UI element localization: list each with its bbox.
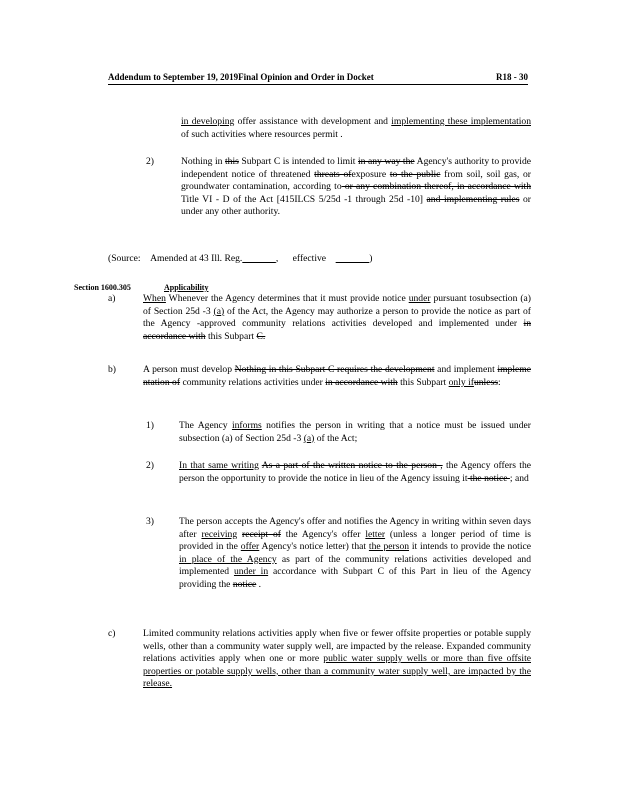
inserted-text: implementing these implementation bbox=[391, 116, 531, 127]
text: the Agency's offer bbox=[280, 528, 366, 540]
deleted-text: impleme ntation of bbox=[143, 364, 531, 388]
inserted-text: under bbox=[408, 293, 431, 304]
text: as part of the community relations activities developed and implemented bbox=[179, 553, 532, 578]
text: : bbox=[497, 376, 501, 388]
source-note: (Source: Amended at 43 Ill. Reg. , effective ) bbox=[108, 253, 373, 264]
text: and implement bbox=[434, 364, 498, 375]
deleted-text: this bbox=[225, 156, 239, 167]
source-effective: effective bbox=[292, 253, 327, 264]
page-header bbox=[108, 72, 528, 85]
source-label: (Source: bbox=[108, 253, 141, 264]
item-number: b) bbox=[108, 364, 116, 375]
deleted-text: unless bbox=[473, 376, 498, 388]
header-docket: R18 - 30 bbox=[496, 72, 528, 82]
text: of the Act; bbox=[314, 432, 358, 444]
inserted-text: public water supply wells or more than five offsite properties or potable supply wells, other than a community water supply well, are impacted by the release. bbox=[143, 653, 531, 690]
text: . bbox=[256, 578, 262, 590]
text: ) bbox=[369, 253, 373, 264]
deleted-text: receipt of bbox=[242, 528, 281, 540]
inserted-text: informs bbox=[231, 420, 262, 431]
text: subsection (a) of Section 25d -3 bbox=[143, 293, 531, 317]
text: the Agency offers the person the opportunity to provide the notice in lieu of the Agency issuing it bbox=[179, 460, 532, 484]
item-number: c) bbox=[108, 628, 116, 639]
deleted-text: As a part of the written notice to the person , bbox=[261, 460, 443, 471]
inserted-text: When bbox=[143, 293, 166, 304]
text: Title VI - D of the Act [415ILCS 5/25d -1 through 25d -10] bbox=[181, 193, 427, 205]
inserted-text: under in bbox=[233, 566, 269, 578]
text: offer assistance with development and bbox=[234, 116, 392, 127]
text: from soil, soil gas, or groundwater contamination, according to bbox=[181, 168, 531, 193]
section-number: Section 1600.305 bbox=[74, 283, 131, 292]
continuation-paragraph bbox=[181, 116, 531, 141]
source-amended: Amended at 43 Ill. Reg. bbox=[150, 253, 243, 264]
text: it intends to provide the notice bbox=[409, 541, 531, 553]
inserted-text: In that same writing bbox=[179, 460, 259, 471]
item-b3-paragraph bbox=[179, 516, 531, 592]
item-number: 1) bbox=[146, 420, 154, 431]
item-number: a) bbox=[108, 293, 116, 304]
section-title: Applicability bbox=[164, 283, 209, 292]
text: Nothing in bbox=[181, 156, 223, 167]
deleted-text: the notice bbox=[467, 472, 510, 484]
deleted-text: C. bbox=[256, 330, 266, 342]
header-title: Addendum to September 19, 2019Final Opinion and Order in Docket bbox=[108, 72, 374, 82]
deleted-text: in any way the bbox=[357, 156, 415, 167]
deleted-text: to the public bbox=[389, 168, 441, 180]
deleted-text: or any combination thereof, in accordance with bbox=[341, 181, 532, 193]
blank-line bbox=[242, 253, 276, 264]
text: or under any other authority. bbox=[181, 193, 531, 218]
text: of such activities where resources permit . bbox=[181, 128, 343, 140]
item-b-paragraph bbox=[143, 364, 531, 389]
item-number: 2) bbox=[146, 156, 154, 167]
item-number: 3) bbox=[146, 516, 154, 527]
text: community relations activities under bbox=[180, 376, 326, 388]
deleted-text: and implementing rules bbox=[426, 193, 520, 205]
item-b2-paragraph bbox=[179, 460, 531, 485]
item-number: 2) bbox=[146, 460, 154, 471]
deleted-text: in accordance with bbox=[325, 376, 398, 388]
inserted-text: the person bbox=[368, 541, 410, 553]
item-b1-paragraph bbox=[179, 420, 531, 445]
text: The Agency bbox=[179, 420, 232, 431]
inserted-text: in developing bbox=[181, 116, 235, 127]
item-2-paragraph bbox=[181, 156, 531, 219]
text: Agency's notice letter) that bbox=[259, 541, 369, 553]
blank-line bbox=[336, 253, 373, 264]
text: ; and bbox=[509, 472, 529, 484]
text: this Subpart bbox=[205, 330, 257, 342]
text: pursuant to bbox=[430, 293, 477, 304]
inserted-text: letter bbox=[365, 528, 386, 540]
text: Whenever the Agency determines that it must provide notice bbox=[165, 293, 409, 304]
inserted-text: receiving bbox=[201, 528, 238, 540]
deleted-text: Nothing in this Subpart C requires the development bbox=[234, 364, 435, 375]
deleted-text: in accordance with bbox=[143, 318, 531, 342]
item-a-paragraph bbox=[143, 293, 531, 343]
inserted-text: offer bbox=[240, 541, 260, 553]
inserted-text: (a) bbox=[213, 305, 225, 317]
deleted-text: threats of bbox=[314, 168, 352, 180]
item-c-paragraph bbox=[143, 628, 531, 691]
deleted-text: notice bbox=[232, 578, 257, 590]
text: Limited community relations activities apply when five or fewer offsite properties or potable supply wells, other than a community water supply well, are impacted by the release. Expanded community relations activities apply when one or more bbox=[143, 628, 531, 665]
inserted-text: only if bbox=[448, 376, 474, 388]
text: exposure bbox=[351, 168, 390, 180]
text: (unless a longer period of time is provided in the bbox=[179, 528, 531, 553]
text: A person must develop bbox=[143, 364, 235, 375]
inserted-text: in place of the Agency bbox=[179, 553, 277, 565]
text: The person accepts the Agency's offer and notifies the Agency in writing within seven days after bbox=[179, 516, 531, 540]
text: this Subpart bbox=[397, 376, 449, 388]
text: notifies the person in writing that a notice must be issued under subsection (a) of Section 25d -3 bbox=[179, 420, 531, 444]
text: accordance with Subpart C of this Part in lieu of the Agency providing the bbox=[179, 566, 531, 590]
text: Agency's authority to provide independent notice of threatened bbox=[181, 156, 531, 180]
inserted-text: (a) bbox=[303, 432, 315, 444]
text: Subpart C is intended to limit bbox=[238, 156, 358, 167]
text: of the Act, the Agency may authorize a person to provide the notice as part of the Agency -approved community relations activities developed and implemented under bbox=[143, 305, 531, 330]
